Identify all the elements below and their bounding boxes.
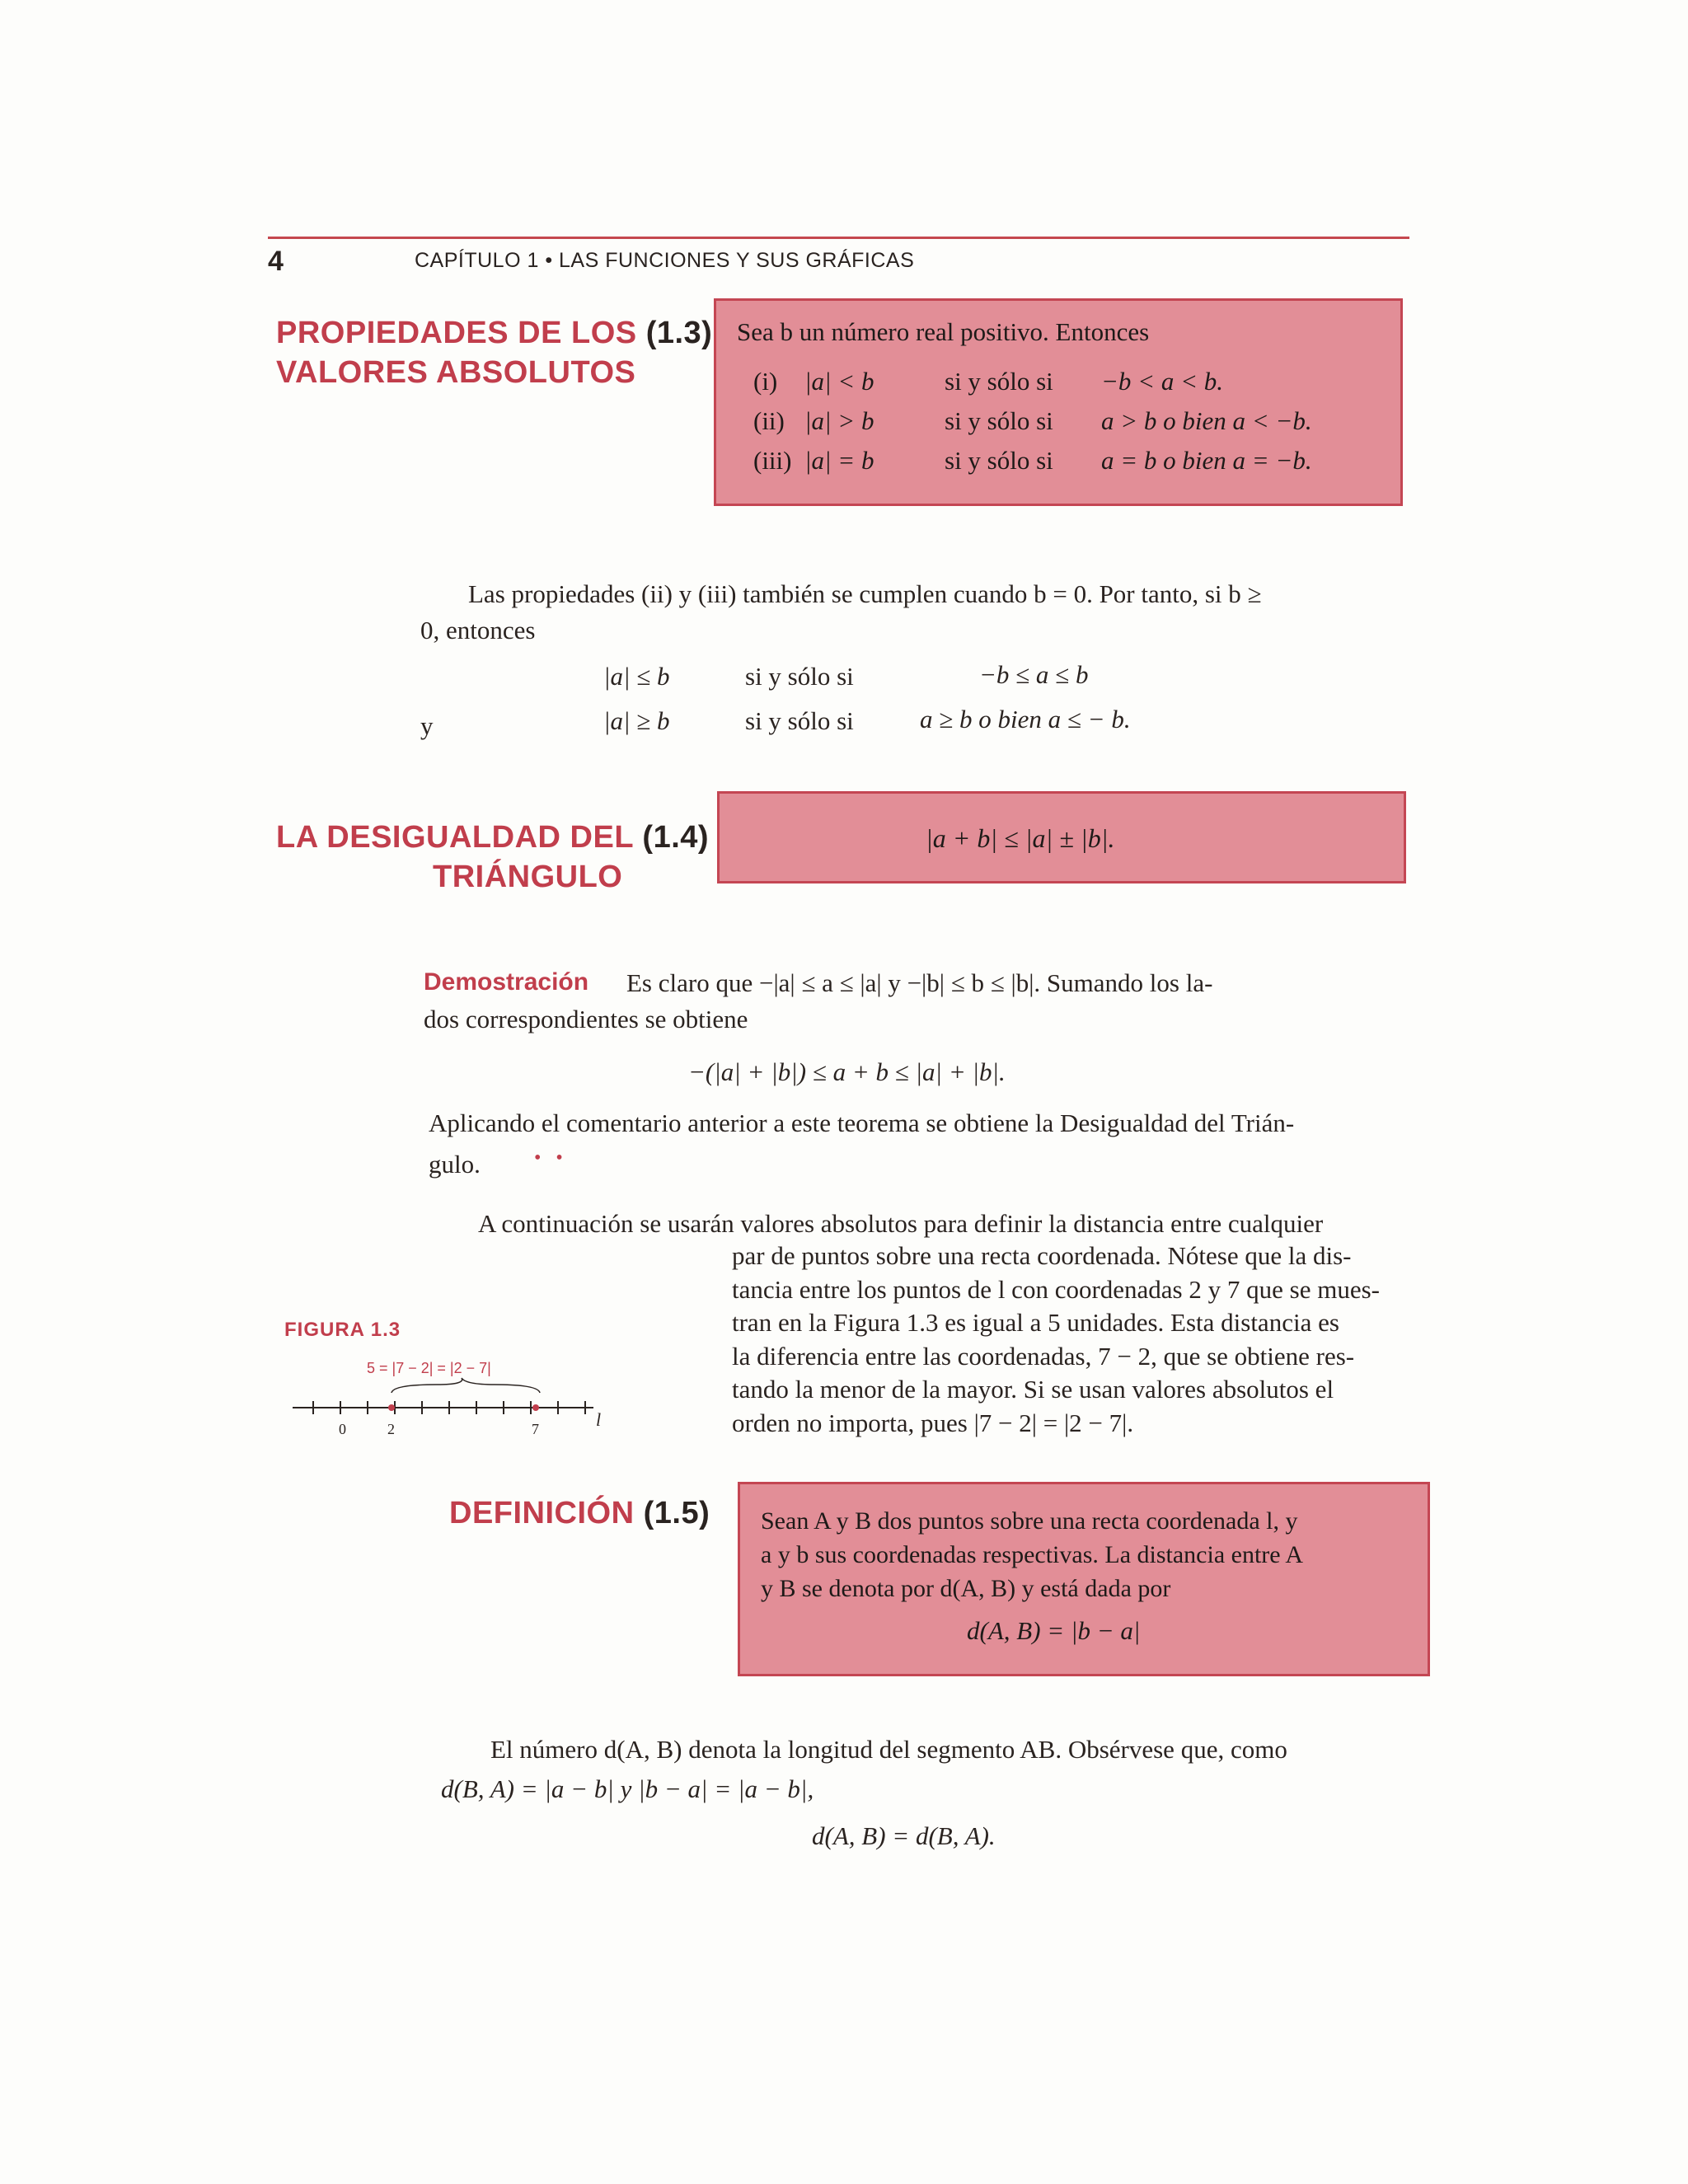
tick-label-2: 2 [387, 1421, 395, 1437]
proof-equation: −(|a| + |b|) ≤ a + b ≤ |a| + |b|. [688, 1057, 1006, 1086]
page-number: 4 [268, 246, 284, 277]
eq2-rhs: a ≥ b o bien a ≤ − b. [920, 705, 1131, 733]
para-3-equation: d(A, B) = d(B, A). [812, 1821, 996, 1850]
section-1-4-number: (1.4) [642, 820, 710, 855]
property-row-ii: (ii) |a| > b si y sólo si a > b o bien a < −b. [753, 406, 1312, 435]
eq2-cond: si y sólo si [745, 706, 854, 735]
figure-caption: 5 = |7 − 2| = |2 − 7| [367, 1360, 491, 1376]
triangle-formula: |a + b| ≤ |a| ± |b|. [926, 823, 1115, 853]
eq2-lhs: |a| ≥ b [603, 706, 670, 735]
definition-text: Sean A y B dos puntos sobre una recta coordenada l, y a y b sus coordenadas respectivas. La distancia entre A y B se denota por d(A, B) y está dada por [761, 1507, 1304, 1602]
section-1-5-heading [449, 1493, 710, 1533]
eq1-rhs: −b ≤ a ≤ b [979, 660, 1089, 689]
proof-label: Demostración [424, 968, 589, 996]
eq2-y: y [420, 711, 434, 740]
para-3-line2: d(B, A) = |a − b| y |b − a| = |a − b|, [441, 1774, 814, 1803]
header-rule [268, 237, 1409, 239]
section-1-3-heading-line1: PROPIEDADES DE LOS [276, 316, 637, 350]
definition-box-1-5 [738, 1482, 1430, 1676]
point-7-marker [532, 1404, 539, 1411]
line-label-l: l [596, 1409, 602, 1430]
para-1-line2: 0, entonces [420, 616, 536, 644]
tick-label-7: 7 [532, 1421, 539, 1437]
section-1-4-heading [276, 818, 709, 897]
number-line-figure [284, 1376, 614, 1442]
triangle-inequality-box [717, 791, 1406, 883]
property-row-i: (i) |a| < b si y sólo si −b < a < b. [753, 367, 1224, 396]
para-1-line1: Las propiedades (ii) y (iii) también se cumplen cuando b = 0. Por tanto, si b ≥ [468, 579, 1262, 608]
chapter-title: CAPÍTULO 1 • LAS FUNCIONES Y SUS GRÁFICAS [415, 249, 915, 272]
section-1-3-heading [276, 313, 712, 392]
section-1-4-heading-line1: LA DESIGUALDAD DEL [276, 820, 634, 855]
point-2-marker [388, 1404, 395, 1411]
section-1-3-heading-line2: VALORES ABSOLUTOS [276, 355, 636, 390]
section-1-4-heading-line2: TRIÁNGULO [433, 860, 623, 894]
proof-line1: Es claro que −|a| ≤ a ≤ |a| y −|b| ≤ b ≤ |b|. Sumando los la- [626, 968, 1213, 997]
property-row-iii: (iii) |a| = b si y sólo si a = b o bien a = −b. [753, 446, 1312, 475]
distance-brace [392, 1378, 540, 1393]
proof-after2: gulo. [429, 1150, 481, 1179]
eq1-cond: si y sólo si [745, 662, 854, 691]
para-2-line1: A continuación se usarán valores absolutos para definir la distancia entre cualquier [478, 1209, 1324, 1238]
figure-label: FIGURA 1.3 [284, 1319, 401, 1341]
para-2-body: par de puntos sobre una recta coordenada. Nótese que la dis- tancia entre los puntos de l con coordenadas 2 y 7 que se mues- tran en la Figura 1.3 es igual a 5 unidades. Esta distancia es la diferencia entre las coordenadas, 7 − 2, que se obtiene res- tando la menor de la mayor. Si se usan valores absolutos el orden no importa, pues |7 − 2| = |2 − 7|. [732, 1241, 1380, 1437]
proof-line2: dos correspondientes se obtiene [424, 1005, 748, 1033]
section-1-5-number: (1.5) [643, 1496, 710, 1530]
tick-label-0: 0 [339, 1421, 346, 1437]
property-intro: Sea b un número real positivo. Entonces [737, 317, 1150, 346]
eq1-lhs: |a| ≤ b [603, 662, 670, 691]
proof-after1: Aplicando el comentario anterior a este teorema se obtiene la Desigualdad del Trián- [429, 1108, 1295, 1137]
property-box-1-3 [714, 298, 1403, 506]
section-1-3-number: (1.3) [645, 316, 713, 350]
section-1-5-heading-text: DEFINICIÓN [449, 1496, 635, 1530]
property-rows [753, 367, 1396, 485]
end-of-proof-mark: • • [534, 1147, 568, 1169]
para-3-line1: El número d(A, B) denota la longitud del segmento AB. Obsérvese que, como [490, 1735, 1287, 1764]
definition-formula: d(A, B) = |b − a| [967, 1616, 1141, 1645]
